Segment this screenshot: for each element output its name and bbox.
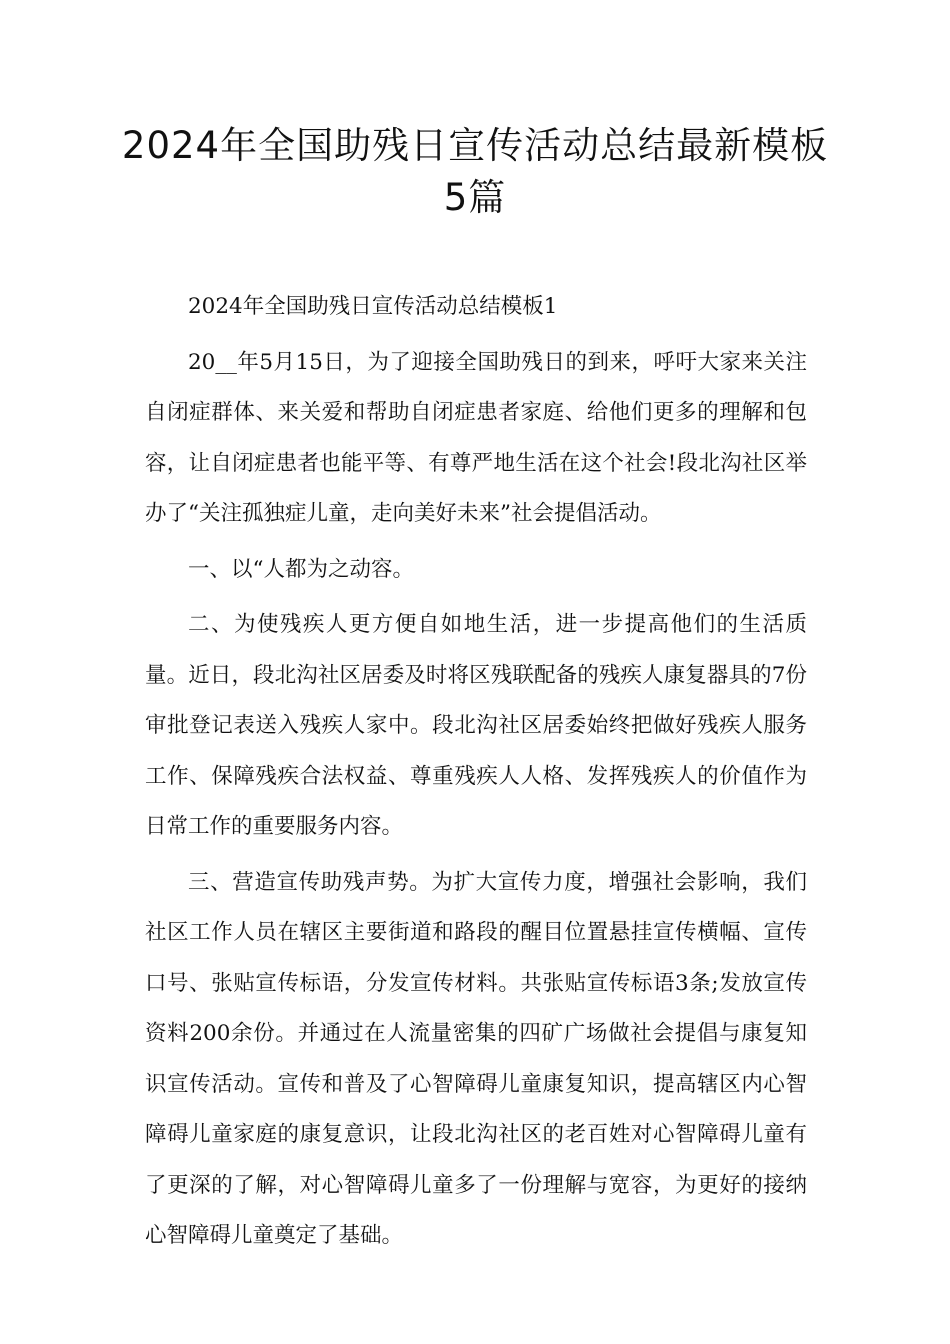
section-heading: 2024年全国助残日宣传活动总结模板1: [188, 294, 558, 319]
document-body: [145, 282, 807, 1267]
paragraph-intro: 20__年5月15日，为了迎接全国助残日的到来，呼吁大家来关注自闭症群体、来关爱和帮助自闭症患者家庭、给他们更多的理解和包容，让自闭症患者也能平等、有尊严地生活在这个社会!段北沟社区举办了“关注孤独症儿童，走向美好未来”社会提倡活动。: [145, 349, 807, 526]
paragraph-point-three: 三、营造宣传助残声势。为扩大宣传力度，增强社会影响，我们社区工作人员在辖区主要街道和路段的醒目位置悬挂宣传横幅、宣传口号、张贴宣传标语，分发宣传材料。共张贴宣传标语3条;发放宣传资料200余份。并通过在人流量密集的四矿广场做社会提倡与康复知识宣传活动。宣传和普及了心智障碍儿童康复知识，提高辖区内心智障碍儿童家庭的康复意识，让段北沟社区的老百姓对心智障碍儿童有了更深的了解，对心智障碍儿童多了一份理解与宽容，为更好的接纳心智障碍儿童奠定了基础。: [145, 869, 807, 1248]
document-title: 2024年全国助残日宣传活动总结最新模板5篇: [121, 124, 829, 219]
paragraph-point-one: 一、以“人都为之动容。: [188, 556, 414, 582]
paragraph-point-two: 二、为使残疾人更方便自如地生活，进一步提高他们的生活质量。近日，段北沟社区居委及时将区残联配备的残疾人康复器具的7份审批登记表送入残疾人家中。段北沟社区居委始终把做好残疾人服务工作、保障残疾合法权益、尊重残疾人人格、发挥残疾人的价值作为日常工作的重要服务内容。: [145, 612, 807, 839]
